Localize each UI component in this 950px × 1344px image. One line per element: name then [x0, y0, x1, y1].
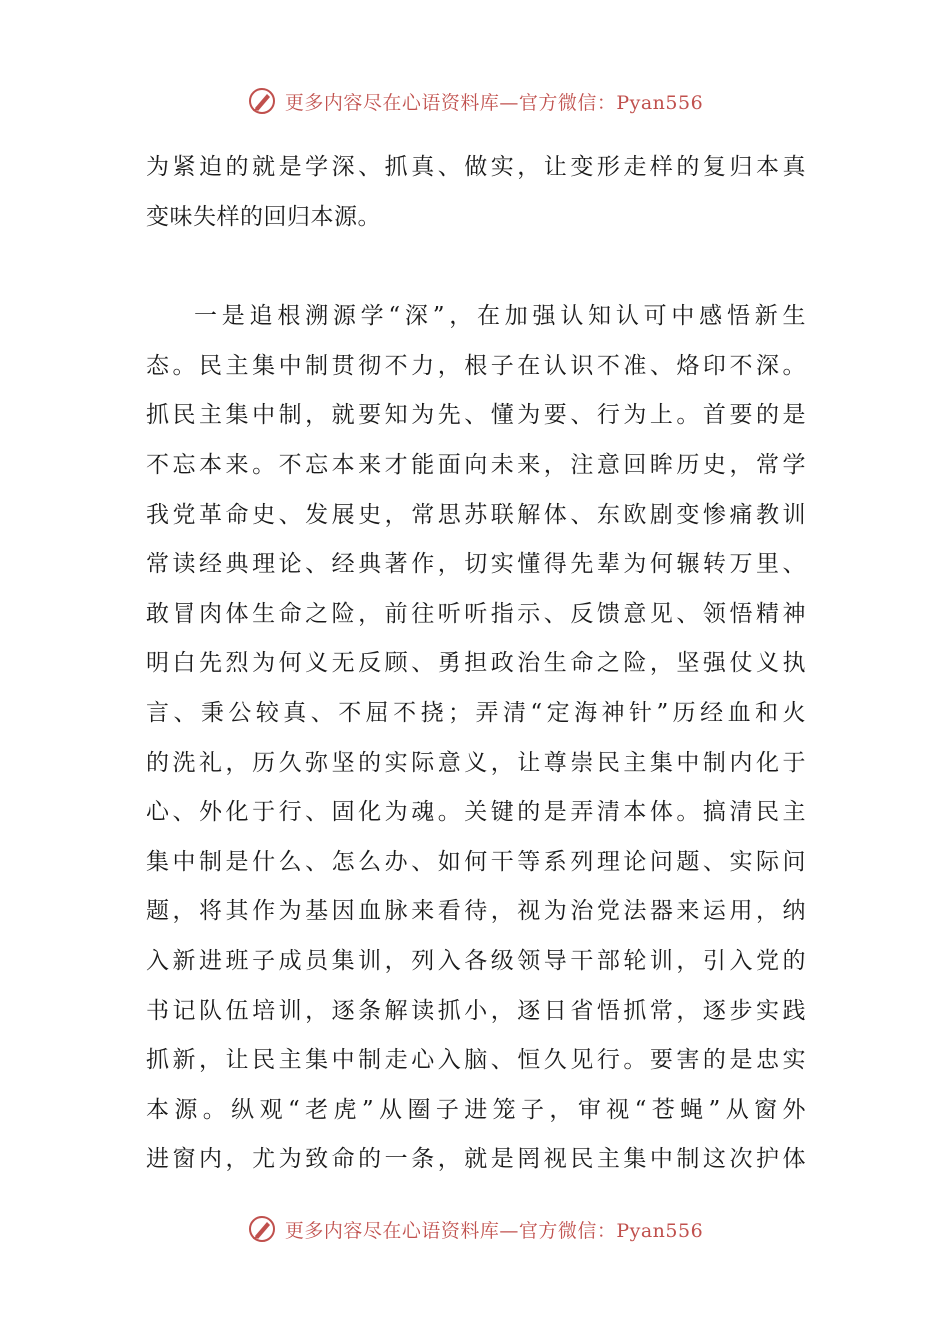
text-line: 不忘本来。不忘本来才能面向未来，注意回眸历史，常学	[146, 451, 806, 478]
text-line: 集中制是什么、怎么办、如何干等系列理论问题、实际问	[146, 848, 806, 875]
footer-watermark	[0, 1214, 950, 1244]
paragraph-gap	[146, 242, 806, 292]
text-line: 常读经典理论、经典著作，切实懂得先辈为何辗转万里、	[146, 551, 806, 578]
text-line: 我党革命史、发展史，常思苏联解体、东欧剧变惨痛教训	[146, 501, 806, 528]
text-line: 的洗礼，历久弥坚的实际意义，让尊崇民主集中制内化于	[146, 749, 806, 776]
text-line: 变味失样的回归本源。	[146, 203, 381, 230]
text-line: 明白先烈为何义无反顾、勇担政治生命之险，坚强仗义执	[146, 650, 806, 677]
pen-logo-icon	[247, 86, 277, 116]
text-line: 题，将其作为基因血脉来看待，视为治党法器来运用，纳	[146, 898, 806, 925]
header-watermark	[0, 86, 950, 116]
text-line: 态。民主集中制贯彻不力，根子在认识不准、烙印不深。	[146, 352, 806, 379]
text-line: 敢冒肉体生命之险，前往听听指示、反馈意见、领悟精神	[146, 600, 806, 627]
text-line: 进窗内，尤为致命的一条，就是罔视民主集中制这次护体	[146, 1146, 806, 1173]
text-line: 为紧迫的就是学深、抓真、做实，让变形走样的复归本真	[146, 154, 806, 180]
text-line: 抓民主集中制，就要知为先、懂为要、行为上。首要的是	[146, 402, 806, 429]
document-body	[146, 143, 806, 1185]
text-line: 抓新，让民主集中制走心入脑、恒久见行。要害的是忠实	[146, 1047, 806, 1074]
header-watermark-text: 更多内容尽在心语资料库—官方微信：Pyan556	[284, 91, 704, 114]
text-line: 本源。纵观“老虎”从圈子进笼子，审视“苍蝇”从窗外	[146, 1096, 806, 1123]
pen-logo-icon	[247, 1214, 277, 1244]
footer-watermark-text: 更多内容尽在心语资料库—官方微信：Pyan556	[284, 1219, 704, 1242]
text-line: 书记队伍培训，逐条解读抓小，逐日省悟抓常，逐步实践	[146, 997, 806, 1024]
text-line: 一是追根溯源学“深”，在加强认知认可中感悟新生	[194, 303, 806, 330]
text-line: 入新进班子成员集训，列入各级领导干部轮训，引入党的	[146, 947, 806, 974]
text-line: 言、秉公较真、不屈不挠；弄清“定海神针”历经血和火	[146, 699, 806, 726]
text-line: 心、外化于行、固化为魂。关键的是弄清本体。搞清民主	[146, 799, 806, 826]
